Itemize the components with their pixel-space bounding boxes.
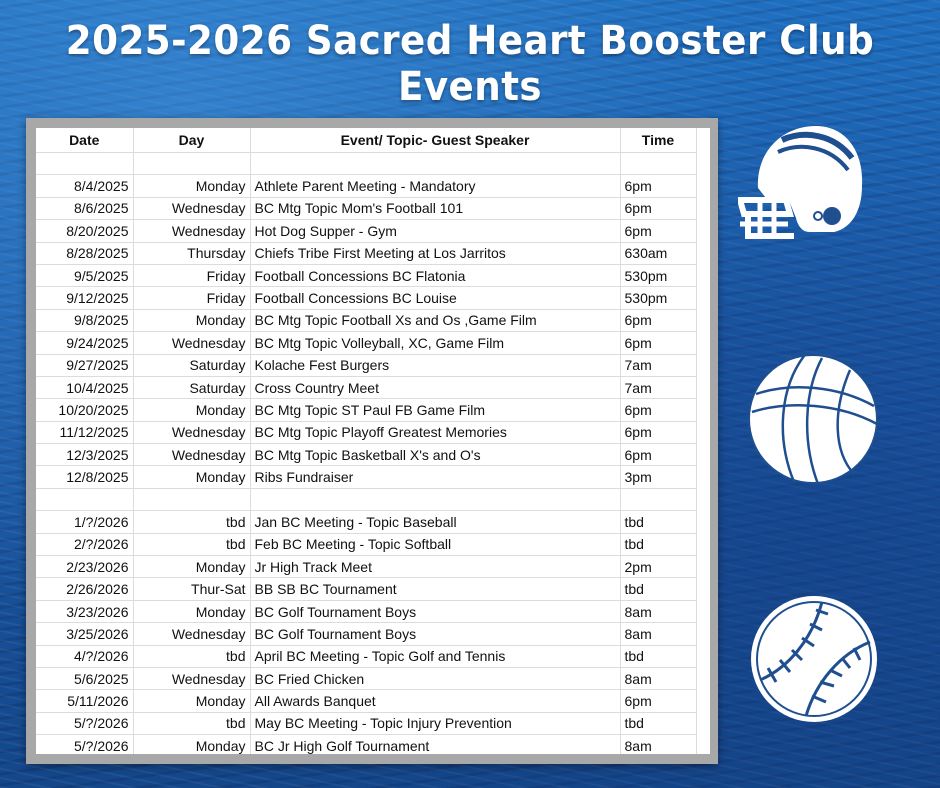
cell-day: Monday: [133, 309, 250, 331]
cell-day: Wednesday: [133, 421, 250, 443]
cell-time: 7am: [620, 354, 696, 376]
cell-day: Wednesday: [133, 667, 250, 689]
cell-day: [133, 488, 250, 510]
cell-event: BC Golf Tournament Boys: [250, 600, 620, 622]
cell-day: Friday: [133, 264, 250, 286]
cell-event: Cross Country Meet: [250, 376, 620, 398]
cell-date: 5/6/2025: [36, 667, 133, 689]
cell-date: 3/25/2026: [36, 623, 133, 645]
cell-event: Chiefs Tribe First Meeting at Los Jarritos: [250, 242, 620, 264]
cell-time: 6pm: [620, 332, 696, 354]
cell-time: 8am: [620, 623, 696, 645]
table-row: [36, 623, 696, 645]
baseball-icon: [746, 592, 882, 726]
table-row: [36, 220, 696, 242]
cell-day: Monday: [133, 600, 250, 622]
cell-event: [250, 488, 620, 510]
header-time: Time: [620, 128, 696, 153]
cell-event: BC Golf Tournament Boys: [250, 623, 620, 645]
cell-event: Jr High Track Meet: [250, 556, 620, 578]
cell-time: 8am: [620, 600, 696, 622]
cell-event: BC Fried Chicken: [250, 667, 620, 689]
cell-event: Football Concessions BC Louise: [250, 287, 620, 309]
cell-day: Saturday: [133, 376, 250, 398]
cell-event: BC Mtg Topic Football Xs and Os ,Game Film: [250, 309, 620, 331]
table-row: [36, 511, 696, 533]
cell-event: Hot Dog Supper - Gym: [250, 220, 620, 242]
cell-date: 2/26/2026: [36, 578, 133, 600]
cell-day: Monday: [133, 175, 250, 197]
page-title: 2025-2026 Sacred Heart Booster Club Events: [65, 18, 875, 110]
cell-event: BC Mtg Topic Volleyball, XC, Game Film: [250, 332, 620, 354]
table-row: [36, 578, 696, 600]
cell-time: 7am: [620, 376, 696, 398]
cell-date: 10/4/2025: [36, 376, 133, 398]
cell-event: Athlete Parent Meeting - Mandatory: [250, 175, 620, 197]
cell-time: tbd: [620, 533, 696, 555]
cell-date: 9/8/2025: [36, 309, 133, 331]
table-row: [36, 466, 696, 488]
cell-time: 6pm: [620, 690, 696, 712]
table-row: [36, 309, 696, 331]
cell-day: Monday: [133, 399, 250, 421]
cell-date: [36, 153, 133, 175]
cell-date: 12/8/2025: [36, 466, 133, 488]
cell-time: 3pm: [620, 466, 696, 488]
cell-time: 6pm: [620, 175, 696, 197]
spreadsheet: [36, 128, 710, 754]
cell-day: Wednesday: [133, 332, 250, 354]
cell-event: All Awards Banquet: [250, 690, 620, 712]
cell-day: Wednesday: [133, 220, 250, 242]
header-date: Date: [36, 128, 133, 153]
cell-date: 2/23/2026: [36, 556, 133, 578]
spreadsheet-frame: [26, 118, 718, 764]
cell-time: 6pm: [620, 421, 696, 443]
events-table: [36, 128, 697, 754]
table-row: [36, 421, 696, 443]
cell-event: BB SB BC Tournament: [250, 578, 620, 600]
cell-time: tbd: [620, 645, 696, 667]
cell-time: tbd: [620, 578, 696, 600]
table-row: [36, 735, 696, 754]
cell-time: [620, 488, 696, 510]
cell-event: [250, 153, 620, 175]
table-row: [36, 645, 696, 667]
table-row: [36, 444, 696, 466]
cell-date: 2/?/2026: [36, 533, 133, 555]
cell-date: 8/20/2025: [36, 220, 133, 242]
cell-time: [620, 153, 696, 175]
cell-date: 12/3/2025: [36, 444, 133, 466]
cell-time: 6pm: [620, 309, 696, 331]
cell-event: Football Concessions BC Flatonia: [250, 264, 620, 286]
cell-date: 5/11/2026: [36, 690, 133, 712]
table-row: [36, 399, 696, 421]
cell-date: [36, 488, 133, 510]
cell-day: Wednesday: [133, 444, 250, 466]
table-row: [36, 488, 696, 510]
volleyball-icon: [746, 352, 880, 486]
cell-event: BC Jr High Golf Tournament: [250, 735, 620, 754]
cell-day: tbd: [133, 712, 250, 734]
cell-day: Saturday: [133, 354, 250, 376]
table-row: [36, 600, 696, 622]
cell-date: 5/?/2026: [36, 712, 133, 734]
cell-event: Feb BC Meeting - Topic Softball: [250, 533, 620, 555]
table-row: [36, 690, 696, 712]
cell-date: 3/23/2026: [36, 600, 133, 622]
table-row: [36, 153, 696, 175]
cell-time: 2pm: [620, 556, 696, 578]
cell-time: 630am: [620, 242, 696, 264]
cell-day: tbd: [133, 511, 250, 533]
cell-day: Wednesday: [133, 197, 250, 219]
cell-event: BC Mtg Topic Playoff Greatest Memories: [250, 421, 620, 443]
cell-day: Thursday: [133, 242, 250, 264]
cell-time: 8am: [620, 667, 696, 689]
cell-date: 1/?/2026: [36, 511, 133, 533]
cell-date: 8/28/2025: [36, 242, 133, 264]
cell-day: Monday: [133, 466, 250, 488]
cell-time: tbd: [620, 712, 696, 734]
cell-time: 6pm: [620, 220, 696, 242]
cell-event: Kolache Fest Burgers: [250, 354, 620, 376]
football-helmet-icon: [738, 118, 866, 248]
table-row: [36, 175, 696, 197]
cell-event: BC Mtg Topic Basketball X's and O's: [250, 444, 620, 466]
cell-day: Monday: [133, 735, 250, 754]
cell-date: 9/27/2025: [36, 354, 133, 376]
table-body: [36, 153, 696, 755]
table-row: [36, 332, 696, 354]
table-row: [36, 242, 696, 264]
cell-time: 530pm: [620, 264, 696, 286]
cell-date: 9/12/2025: [36, 287, 133, 309]
cell-day: Friday: [133, 287, 250, 309]
cell-date: 4/?/2026: [36, 645, 133, 667]
table-header-row: [36, 128, 696, 153]
cell-time: 530pm: [620, 287, 696, 309]
cell-event: Jan BC Meeting - Topic Baseball: [250, 511, 620, 533]
cell-date: 9/24/2025: [36, 332, 133, 354]
table-row: [36, 264, 696, 286]
cell-event: BC Mtg Topic ST Paul FB Game Film: [250, 399, 620, 421]
cell-day: tbd: [133, 645, 250, 667]
cell-event: BC Mtg Topic Mom's Football 101: [250, 197, 620, 219]
cell-date: 8/4/2025: [36, 175, 133, 197]
cell-event: April BC Meeting - Topic Golf and Tennis: [250, 645, 620, 667]
cell-day: Wednesday: [133, 623, 250, 645]
cell-date: 11/12/2025: [36, 421, 133, 443]
cell-date: 9/5/2025: [36, 264, 133, 286]
cell-time: tbd: [620, 511, 696, 533]
header-day: Day: [133, 128, 250, 153]
cell-day: Thur-Sat: [133, 578, 250, 600]
cell-day: Monday: [133, 556, 250, 578]
cell-time: 6pm: [620, 444, 696, 466]
table-row: [36, 287, 696, 309]
table-row: [36, 376, 696, 398]
cell-event: Ribs Fundraiser: [250, 466, 620, 488]
cell-date: 8/6/2025: [36, 197, 133, 219]
table-row: [36, 197, 696, 219]
cell-day: Monday: [133, 690, 250, 712]
cell-date: 10/20/2025: [36, 399, 133, 421]
table-row: [36, 354, 696, 376]
cell-date: 5/?/2026: [36, 735, 133, 754]
cell-event: May BC Meeting - Topic Injury Prevention: [250, 712, 620, 734]
cell-time: 8am: [620, 735, 696, 754]
cell-day: [133, 153, 250, 175]
cell-day: tbd: [133, 533, 250, 555]
cell-time: 6pm: [620, 399, 696, 421]
table-row: [36, 556, 696, 578]
table-row: [36, 712, 696, 734]
table-row: [36, 533, 696, 555]
table-row: [36, 667, 696, 689]
cell-time: 6pm: [620, 197, 696, 219]
header-event: Event/ Topic- Guest Speaker: [250, 128, 620, 153]
